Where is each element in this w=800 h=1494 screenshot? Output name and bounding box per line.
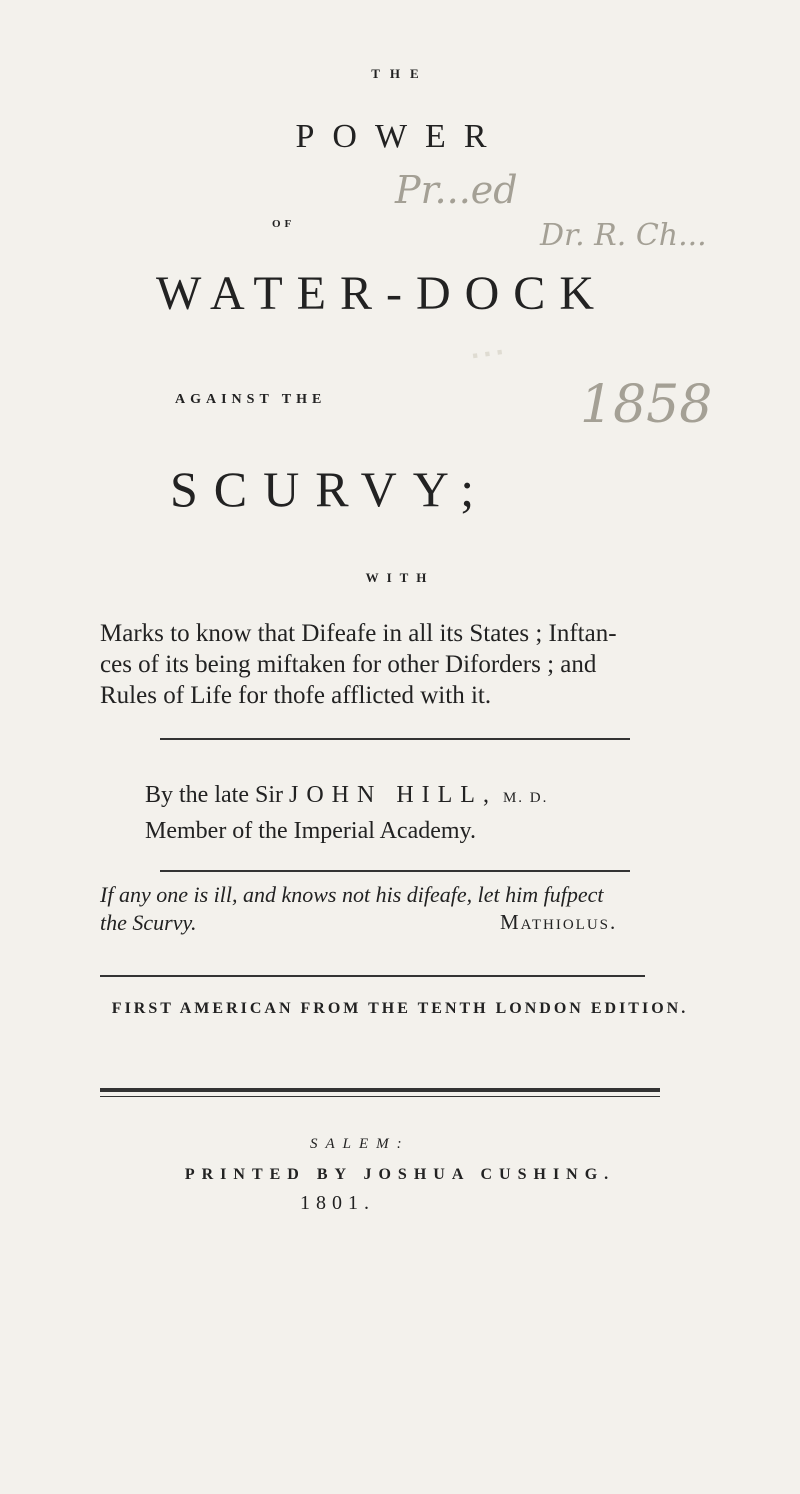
title-with: WITH [365, 570, 435, 585]
description-line-1: Marks to know that Difeafe in all its States ; Inftan- [100, 620, 617, 647]
byline-prefix: By the late Sir [145, 782, 283, 808]
divider-rule-1 [160, 738, 630, 740]
handwritten-number: 1858 [580, 375, 713, 435]
divider-rule-5 [100, 1096, 660, 1097]
edition-statement: FIRST AMERICAN FROM THE TENTH LONDON EDITION. [111, 1000, 689, 1017]
author-degree: M. D. [502, 790, 549, 806]
handwritten-annotation: Pr...ed [395, 168, 518, 212]
byline [145, 782, 548, 809]
description-line-3: Rules of Life for thofe afflicted with it. [100, 682, 492, 709]
divider-rule-2 [160, 870, 630, 872]
handwritten-annotation-2: Dr. R. Ch... [540, 218, 707, 253]
title-of: OF [272, 218, 296, 230]
imprint-year: 1801. [300, 1192, 375, 1214]
title-water-dock: WATER-DOCK [156, 267, 608, 320]
imprint-place: SALEM: [310, 1136, 410, 1152]
title-scurvy: SCURVY; [170, 461, 491, 517]
description [100, 618, 700, 711]
imprint-printer: PRINTED BY JOSHUA CUSHING. [184, 1166, 616, 1183]
divider-rule-4 [100, 1088, 660, 1092]
author-name: JOHN HILL, [288, 782, 497, 808]
title-against-the: AGAINST THE [175, 392, 327, 407]
epigraph-author: Mathiolus. [500, 910, 618, 934]
title-the: THE [371, 66, 429, 81]
divider-rule-3 [100, 975, 645, 977]
library-stamp: ... [467, 327, 510, 366]
epigraph-line-1: If any one is ill, and knows not his difeafe, let him fufpect [100, 882, 604, 907]
epigraph-line-2: the Scurvy. [100, 910, 197, 935]
description-line-2: ces of its being miftaken for other Diforders ; and [100, 651, 597, 678]
author-title: Member of the Imperial Academy. [145, 818, 476, 844]
title-power: POWER [295, 118, 505, 155]
